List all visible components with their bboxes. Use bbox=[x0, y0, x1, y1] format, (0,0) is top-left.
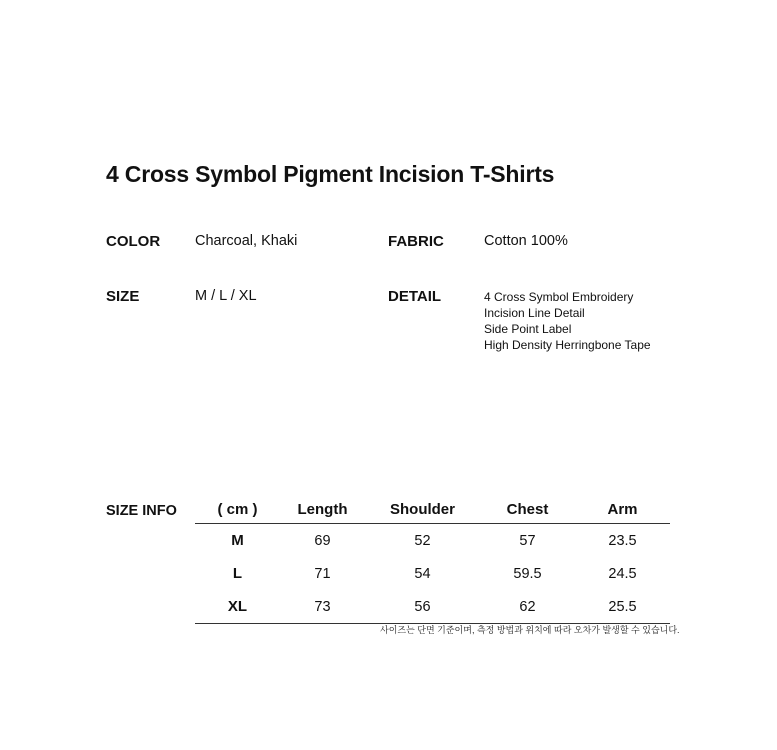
detail-list bbox=[484, 289, 651, 353]
detail-label: DETAIL bbox=[388, 288, 442, 305]
length-cell: 71 bbox=[314, 565, 331, 582]
fabric-label: FABRIC bbox=[388, 233, 444, 250]
chest-column-header: Chest bbox=[480, 496, 575, 524]
detail-item: High Density Herringbone Tape bbox=[484, 338, 651, 352]
detail-item: Side Point Label bbox=[484, 322, 572, 336]
size-name-cell: M bbox=[231, 532, 244, 549]
chest-cell: 57 bbox=[519, 532, 536, 549]
length-cell: 69 bbox=[314, 532, 331, 549]
arm-cell: 23.5 bbox=[608, 532, 637, 549]
size-info-label: SIZE INFO bbox=[106, 503, 177, 519]
length-column-header: Length bbox=[280, 496, 365, 524]
size-table bbox=[195, 496, 670, 624]
size-name-cell: L bbox=[232, 565, 243, 582]
chest-cell: 62 bbox=[480, 590, 575, 624]
shoulder-cell: 52 bbox=[414, 532, 431, 549]
color-value: Charcoal, Khaki bbox=[195, 233, 298, 249]
size-value: M / L / XL bbox=[195, 288, 257, 304]
table-row bbox=[195, 524, 670, 558]
arm-column-header: Arm bbox=[575, 496, 670, 524]
size-measurement-note: 사이즈는 단면 기준이며, 측정 방법과 위치에 따라 오차가 발생할 수 있습니다. bbox=[380, 625, 680, 635]
size-name-cell: XL bbox=[195, 590, 280, 624]
unit-column-header: ( cm ) bbox=[195, 496, 280, 524]
arm-cell: 24.5 bbox=[608, 565, 637, 582]
size-table-header-row bbox=[195, 496, 670, 524]
size-label: SIZE bbox=[106, 288, 140, 305]
detail-item: Incision Line Detail bbox=[484, 306, 585, 320]
color-label: COLOR bbox=[106, 233, 161, 250]
shoulder-column-header: Shoulder bbox=[365, 496, 480, 524]
table-row bbox=[195, 590, 670, 624]
length-cell: 73 bbox=[280, 590, 365, 624]
product-title: 4 Cross Symbol Pigment Incision T-Shirts bbox=[106, 161, 555, 188]
shoulder-cell: 54 bbox=[414, 565, 431, 582]
detail-item: 4 Cross Symbol Embroidery bbox=[484, 290, 634, 304]
chest-cell: 59.5 bbox=[513, 565, 542, 582]
table-row bbox=[195, 557, 670, 590]
arm-cell: 25.5 bbox=[575, 590, 670, 624]
fabric-value: Cotton 100% bbox=[484, 233, 568, 249]
shoulder-cell: 56 bbox=[365, 590, 480, 624]
